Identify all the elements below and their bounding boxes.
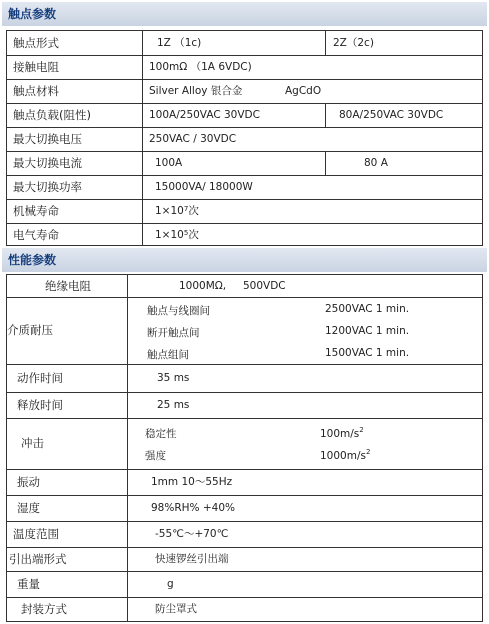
row-label: 最大切换功率	[13, 180, 82, 194]
row-value: 快速锣丝引出端	[155, 553, 229, 565]
section-header-contact-params	[2, 2, 487, 26]
row-label: 引出端形式	[9, 552, 67, 566]
row-value: 100mΩ （1A 6VDC)	[149, 61, 252, 73]
row-value-2: 500VDC	[243, 280, 286, 292]
row-label: 电气寿命	[13, 228, 59, 242]
row-value: 100A	[155, 157, 183, 169]
table-row	[7, 127, 482, 152]
table-row	[7, 521, 482, 548]
row-label: 动作时间	[17, 371, 63, 385]
table-row	[7, 275, 482, 298]
row-label: 最大切换电压	[13, 132, 82, 146]
column-divider	[325, 31, 326, 55]
table-row	[7, 223, 482, 247]
row-value-2: 80 A	[364, 157, 388, 169]
row-value: $1\times 10^5$次	[155, 229, 199, 241]
table-row	[7, 571, 482, 598]
row-label: 封装方式	[21, 602, 67, 616]
section-title: 触点参数	[8, 7, 57, 21]
table-row	[7, 495, 482, 522]
contact-params-table	[6, 30, 483, 246]
row-label: 湿度	[17, 501, 40, 515]
table-row	[7, 175, 482, 200]
section-header-performance-params	[2, 248, 487, 272]
row-value: 35 ms	[157, 372, 190, 384]
row-label: 振动	[17, 475, 40, 489]
row-value: g	[167, 578, 174, 590]
row-value: 1000MΩ,	[179, 280, 227, 292]
row-value-2: 2Z（2c)	[333, 37, 374, 49]
table-row	[7, 103, 482, 128]
row-label: 触点形式	[13, 36, 59, 50]
row-label: 接触电阻	[13, 60, 59, 74]
column-divider	[325, 103, 326, 127]
table-row	[7, 469, 482, 496]
row-value: -55℃～+70℃	[155, 528, 229, 540]
section-title: 性能参数	[8, 253, 57, 267]
row-value: 25 ms	[157, 399, 190, 411]
sub-item-name: 稳定性	[145, 428, 177, 440]
row-value: 1mm 10～55Hz	[151, 476, 233, 488]
row-label: 触点负载(阻性)	[13, 108, 91, 122]
table-row	[7, 597, 482, 621]
sub-item-value: 1200VAC 1 min.	[325, 325, 410, 337]
sub-item-name: 强度	[145, 450, 166, 462]
table-row	[7, 297, 482, 365]
sub-item-name: 断开触点间	[147, 327, 200, 339]
row-label: 释放时间	[17, 398, 63, 412]
table-row	[7, 79, 482, 104]
table-row	[7, 547, 482, 572]
row-value: 98%RH% +40%	[151, 502, 235, 514]
row-label: 触点材料	[13, 84, 59, 98]
row-value: 100A/250VAC 30VDC	[149, 109, 260, 121]
row-value: 15000VA/ 18000W	[155, 181, 253, 193]
row-value: $1\times 10^7$次	[155, 205, 199, 217]
sub-item-value: $1000m/s^2$	[320, 448, 371, 462]
row-value: 1Z （1c)	[157, 37, 202, 49]
row-label: 最大切换电流	[13, 156, 82, 170]
row-label: 机械寿命	[13, 204, 59, 218]
row-label: 冲击	[21, 436, 44, 450]
table-row	[7, 151, 482, 176]
row-label: 绝缘电阻	[45, 279, 91, 293]
sub-item-name: 触点与线圈间	[147, 305, 210, 317]
sub-item-value: $100m/s^2$	[320, 426, 364, 440]
table-row	[7, 55, 482, 80]
performance-params-table	[6, 274, 483, 622]
row-value: Silver Alloy 银合金	[149, 85, 243, 97]
row-value: 250VAC / 30VDC	[149, 133, 237, 145]
table-row	[7, 418, 482, 470]
table-row	[7, 31, 482, 56]
row-value: 防尘罩式	[155, 603, 197, 615]
row-label: 温度范围	[13, 527, 59, 541]
sub-item-name: 触点组间	[147, 349, 189, 361]
exponent: 7	[183, 205, 189, 213]
row-value-2: AgCdO	[285, 85, 322, 97]
table-row	[7, 199, 482, 224]
row-value-2: 80A/250VAC 30VDC	[339, 109, 444, 121]
table-row	[7, 392, 482, 419]
exponent: 5	[183, 229, 189, 237]
column-divider	[325, 151, 326, 175]
row-label: 重量	[17, 577, 40, 591]
exponent: 2	[365, 448, 371, 456]
sub-item-value: 2500VAC 1 min.	[325, 303, 410, 315]
exponent: 2	[359, 426, 364, 434]
sub-item-value: 1500VAC 1 min.	[325, 347, 410, 359]
table-row	[7, 364, 482, 393]
row-label: 介质耐压	[7, 323, 53, 337]
